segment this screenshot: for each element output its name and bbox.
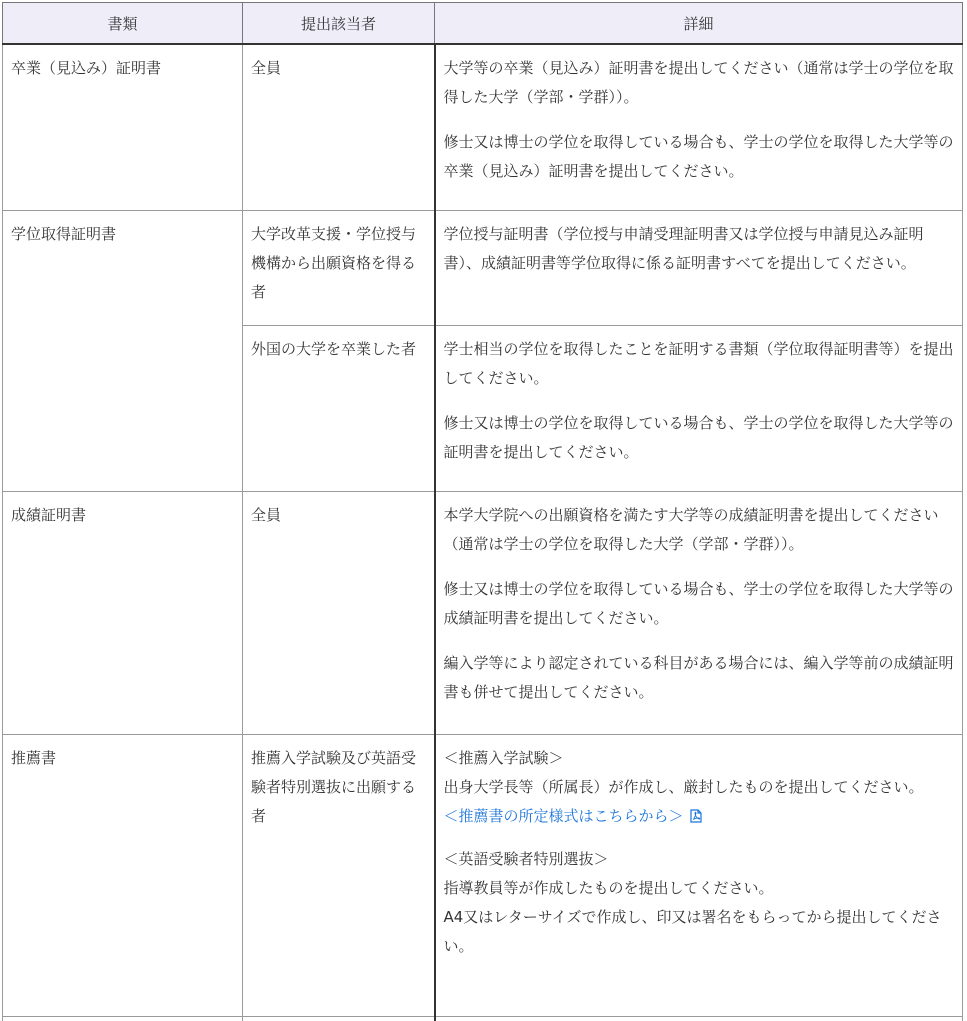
recommendation-form-link[interactable] <box>444 807 702 825</box>
documents-table <box>2 2 963 1021</box>
table-cell <box>435 1016 963 1021</box>
row-recommendation <box>3 734 963 1016</box>
applicant: 推薦入学試験及び英語受験者特別選抜に出願する者 <box>243 734 435 1016</box>
detail-text: 出身大学長等（所属長）が作成し、厳封したものを提出してください。 <box>443 777 924 796</box>
applicant: 全員 <box>243 491 435 734</box>
detail-cell <box>435 491 963 734</box>
table-cell <box>243 1016 435 1021</box>
link-label: ＜推薦書の所定様式はこちらから＞ <box>443 806 684 825</box>
table-header-row <box>3 3 963 45</box>
detail-text: 修士又は博士の学位を取得している場合も、学士の学位を取得した大学等の証明書を提出してください。 <box>443 413 954 461</box>
detail-text: 学士相当の学位を取得したことを証明する書類（学位取得証明書等）を提出してください。 <box>443 339 954 387</box>
header-applicant: 提出該当者 <box>243 3 435 45</box>
applicant: 大学改革支援・学位授与機構から出願資格を得る者 <box>243 210 435 325</box>
detail-cell <box>435 325 963 491</box>
applicant: 外国の大学を卒業した者 <box>243 325 435 491</box>
detail-text: 指導教員等が作成したものを提出してください。 <box>443 878 774 897</box>
header-document: 書類 <box>3 3 243 45</box>
row-degree-certificate-a <box>3 210 963 325</box>
section-heading: ＜英語受験者特別選抜＞ <box>443 849 609 868</box>
document-name: 卒業（見込み）証明書 <box>3 44 243 210</box>
detail-text: 学位授与証明書（学位授与申請受理証明書又は学位授与申請見込み証明書）、成績証明書等学位取得に係る証明書すべてを提出してください。 <box>443 224 924 272</box>
header-detail: 詳細 <box>435 3 963 45</box>
table-row-next <box>3 1016 963 1021</box>
detail-text: 本学大学院への出願資格を満たす大学等の成績証明書を提出してください（通常は学士の学位を取得した大学（学部・学群））。 <box>443 505 939 553</box>
row-transcript <box>3 491 963 734</box>
detail-text: A4又はレターサイズで作成し、印又は署名をもらってから提出してください。 <box>443 907 942 955</box>
document-name: 成績証明書 <box>3 491 243 734</box>
applicant: 全員 <box>243 44 435 210</box>
detail-cell <box>435 210 963 325</box>
table-cell <box>3 1016 243 1021</box>
detail-text: 編入学等により認定されている科目がある場合には、編入学等前の成績証明書も併せて提出してください。 <box>443 653 954 701</box>
detail-text: 大学等の卒業（見込み）証明書を提出してください（通常は学士の学位を取得した大学（学部・学群））。 <box>443 59 954 106</box>
row-graduation-certificate <box>3 44 963 210</box>
section-heading: ＜推薦入学試験＞ <box>443 748 564 767</box>
detail-cell <box>435 734 963 1016</box>
link-line <box>444 802 955 831</box>
detail-cell <box>435 44 963 210</box>
detail-text: 修士又は博士の学位を取得している場合も、学士の学位を取得した大学等の卒業（見込み）証明書を提出してください。 <box>443 133 954 180</box>
document-name: 学位取得証明書 <box>3 210 243 491</box>
document-name: 推薦書 <box>3 734 243 1016</box>
pdf-icon <box>690 809 702 823</box>
detail-text: 修士又は博士の学位を取得している場合も、学士の学位を取得した大学等の成績証明書を提出してください。 <box>443 579 954 627</box>
